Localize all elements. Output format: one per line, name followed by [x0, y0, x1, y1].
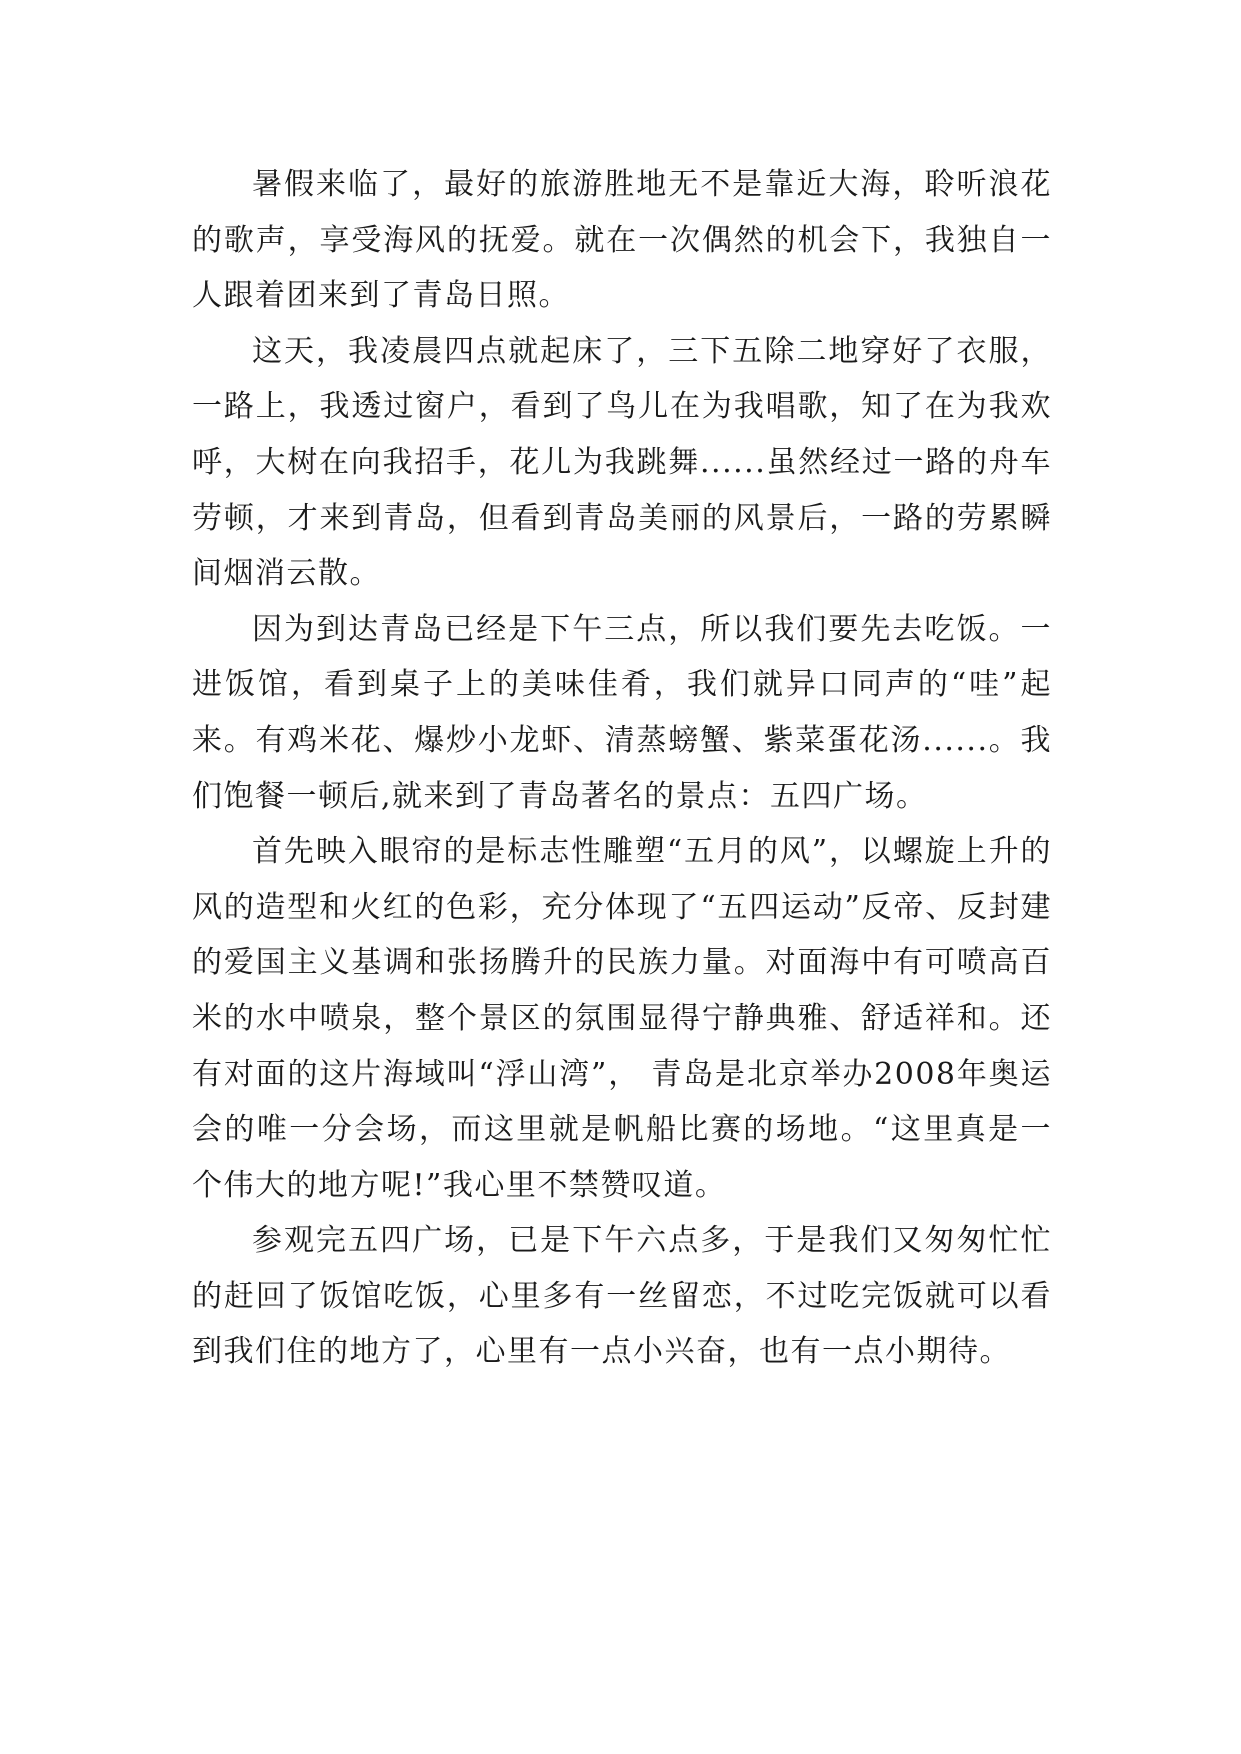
- paragraph-2: 这天，我凌晨四点就起床了，三下五除二地穿好了衣服，一路上，我透过窗户，看到了鸟儿在为我唱歌，知了在为我欢呼，大树在向我招手，花儿为我跳舞......虽然经过一路的舟车劳顿，才来到青岛，但看到青岛美丽的风景后，一路的劳累瞬间烟消云散。: [192, 333, 1052, 592]
- paragraph-5: 参观完五四广场，已是下午六点多，于是我们又匆匆忙忙的赶回了饭馆吃饭，心里多有一丝留恋，不过吃完饭就可以看到我们住的地方了，心里有一点小兴奋，也有一点小期待。: [192, 1223, 1052, 1370]
- essay-body: [192, 157, 1052, 1380]
- paragraph-1: 暑假来临了，最好的旅游胜地无不是靠近大海，聆听浪花的歌声，享受海风的抚爱。就在一次偶然的机会下，我独自一人跟着团来到了青岛日照。: [192, 167, 1052, 314]
- paragraph-3: 因为到达青岛已经是下午三点，所以我们要先去吃饭。一进饭馆，看到桌子上的美味佳肴，我们就异口同声的“哇”起来。有鸡米花、爆炒小龙虾、清蒸螃蟹、紫菜蛋花汤......。我们饱餐一顿后,就来到了青岛著名的景点：五四广场。: [192, 611, 1052, 814]
- paragraph-4: 首先映入眼帘的是标志性雕塑“五月的风”，以螺旋上升的风的造型和火红的色彩，充分体现了“五四运动”反帝、反封建的爱国主义基调和张扬腾升的民族力量。对面海中有可喷高百米的水中喷泉，整个景区的氛围显得宁静典雅、舒适祥和。还有对面的这片海域叫“浮山湾”， 青岛是北京举办2008年奥运会的唯一分会场，而这里就是帆船比赛的场地。“这里真是一个伟大的地方呢!”我心里不禁赞叹道。: [192, 834, 1052, 1203]
